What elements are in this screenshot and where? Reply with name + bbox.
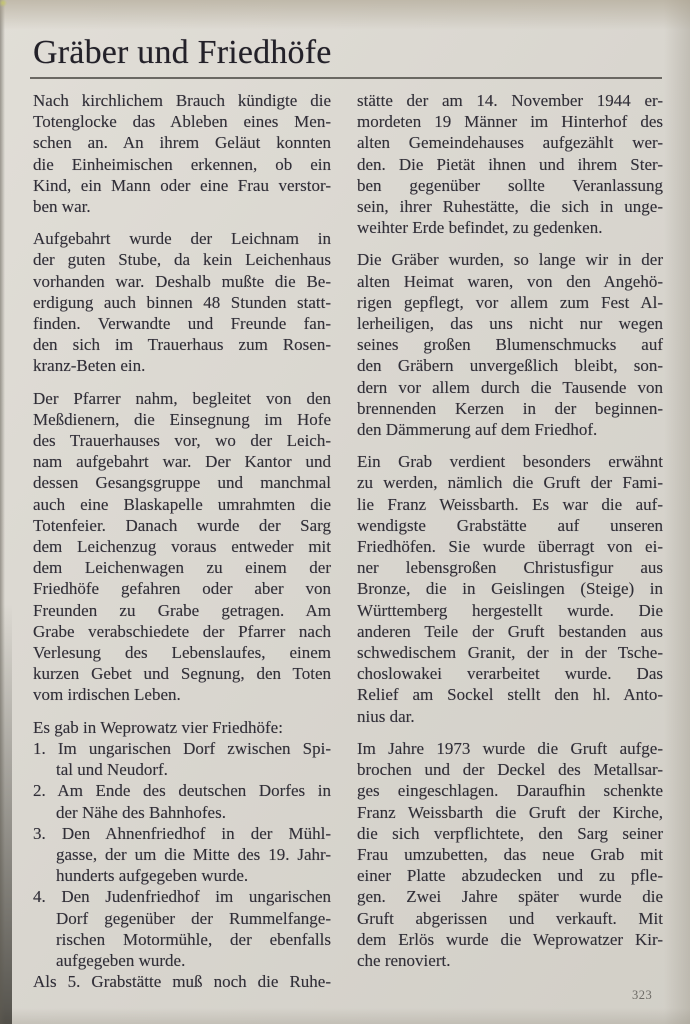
text-line: zu werden, nämlich die Gruft der Fami-: [357, 473, 663, 493]
text-columns: [33, 90, 663, 992]
list-item: [33, 780, 331, 822]
text-line: den Dämmerung auf dem Friedhof.: [357, 420, 598, 440]
text-line: hunderts aufgegeben wurde.: [56, 866, 249, 886]
text-line: dem Leichenwagen zu einem der: [33, 558, 331, 578]
left-column: [33, 90, 331, 992]
text-line: rischen Motormühle, der ebenfalls: [56, 929, 331, 949]
paragraph: [357, 738, 663, 971]
text-line: wendigste Grabstätte auf unseren: [357, 515, 663, 535]
text-line: Nach kirchlichem Brauch kündigte die: [33, 91, 331, 110]
text-line: erdigung auch binnen 48 Stunden statt-: [33, 292, 331, 312]
text-line: alten Gemeindehauses aufgezählt wer-: [357, 133, 663, 153]
text-line: Frau umzubetten, das neue Grab mit: [357, 844, 663, 864]
text-line: des Trauerhauses vor, wo der Leich-: [33, 431, 331, 451]
right-column: [357, 90, 663, 992]
page-title: Gräber und Friedhöfe: [33, 34, 332, 71]
text-line: tal und Neudorf.: [56, 760, 168, 780]
paragraph: [33, 388, 331, 706]
text-line: Württemberg hergestellt wurde. Die: [357, 600, 663, 620]
text-line: kranz-Beten ein.: [33, 356, 146, 376]
text-line: Die Gräber wurden, so lange wir in der: [357, 250, 663, 270]
text-line: mordeten 19 Männer im Hinterhof des: [357, 112, 663, 132]
text-line: Totenglocke das Ableben eines Men-: [33, 112, 331, 132]
text-line: der Nähe des Bahnhofes.: [56, 802, 226, 822]
text-line: Relief am Sockel stellt den hl. Anto-: [357, 685, 663, 705]
text-line: schwedischem Granit, der in der Tsche-: [357, 643, 663, 663]
page-number: 323: [632, 988, 653, 1002]
list-item: [33, 738, 331, 780]
text-line: 2. Am Ende des deutschen Dorfes in: [33, 781, 331, 801]
text-line: ben gegenüber sollte Veranlassung: [357, 175, 663, 195]
text-line: choslowakei verarbeitet wurde. Das: [357, 664, 663, 684]
text-line: Verlesung des Lebenslaufes, einem: [33, 643, 331, 663]
text-line: 3. Den Ahnenfriedhof in der Mühl-: [33, 823, 331, 843]
list-item: [33, 823, 331, 887]
title-rule-divider: [30, 77, 662, 79]
text-line: Friedhöfen. Sie wurde überragt von ei-: [357, 537, 663, 557]
text-line: dern vor allem durch die Tausende von: [357, 377, 663, 397]
text-line: einer Platte abzudecken und zu pfle-: [357, 866, 663, 886]
text-line: stätte der am 14. November 1944 er-: [357, 91, 663, 110]
text-line: die Einheimischen erkennen, ob ein: [33, 154, 331, 174]
paragraph: [357, 249, 663, 440]
text-line: Dorf gegenüber der Rummelfange-: [56, 908, 331, 928]
text-line: der guten Stube, da kein Leichenhaus: [33, 250, 331, 270]
text-line: vorhanden war. Deshalb mußte die Be-: [33, 271, 331, 291]
text-line: ner lebensgroßen Christusfigur aus: [357, 558, 663, 578]
text-line: Als 5. Grabstätte muß noch die Ruhe-: [33, 972, 331, 992]
text-line: Gruft abgerissen und verkauft. Mit: [357, 908, 663, 928]
text-line: 1. Im ungarischen Dorf zwischen Spi-: [33, 738, 331, 758]
text-line: alten Heimat waren, von den Angehö-: [357, 271, 663, 291]
paragraph: [33, 717, 331, 738]
text-line: weihter Erde befindet, zu gedenken.: [357, 218, 603, 238]
text-line: brochen und der Deckel des Metallsar-: [357, 760, 663, 780]
text-line: Bronze, die in Geislingen (Steige) in: [357, 579, 663, 599]
paragraph: [357, 90, 663, 238]
text-line: dem Erlös wurde die Weprowatzer Kir-: [357, 929, 663, 949]
text-line: che renoviert.: [357, 950, 451, 970]
text-line: dessen Gesangsgruppe und manchmal: [33, 473, 331, 493]
text-line: Kind, ein Mann oder eine Frau verstor-: [33, 175, 331, 195]
text-line: seines großen Blumenschmucks auf: [357, 335, 663, 355]
text-line: gen. Zwei Jahre später wurde die: [357, 887, 663, 907]
list-item: [33, 886, 331, 971]
text-line: finden. Verwandte und Freunde fan-: [33, 314, 331, 334]
text-line: dem Leichenzug voraus entweder mit: [33, 537, 331, 557]
text-line: Es gab in Weprowatz vier Friedhöfe:: [33, 717, 283, 737]
text-line: ges eingeschlagen. Daraufhin schenkte: [357, 781, 663, 801]
text-line: lerheiligen, das uns nicht nur wegen: [357, 314, 663, 334]
text-line: nius dar.: [357, 706, 415, 726]
text-line: Ein Grab verdient besonders erwähnt: [357, 452, 663, 472]
text-line: Grabe verabschiedete der Pfarrer nach: [33, 621, 331, 641]
text-line: Im Jahre 1973 wurde die Gruft aufge-: [357, 738, 663, 758]
text-line: den Gräbern unvergeßlich bleibt, son-: [357, 356, 663, 376]
text-line: kurzen Gebet und Segnung, den Toten: [33, 664, 331, 684]
text-line: Aufgebahrt wurde der Leichnam in: [33, 229, 331, 249]
text-line: Der Pfarrer nahm, begleitet von den: [33, 388, 331, 408]
text-line: Franz Weissbarth die Gruft der Kirche,: [357, 802, 663, 822]
text-line: schen an. An ihrem Geläut konnten: [33, 133, 331, 153]
text-line: anderen Teile der Gruft bestanden aus: [357, 621, 663, 641]
text-line: lie Franz Weissbarth. Es war die auf-: [357, 494, 663, 514]
text-line: die sich verpflichtete, den Sarg seiner: [357, 823, 663, 843]
text-line: Meßdienern, die Einsegnung im Hofe: [33, 409, 331, 429]
text-line: vom irdischen Leben.: [33, 685, 181, 705]
text-line: brennenden Kerzen in der beginnen-: [357, 398, 663, 418]
paragraph: [33, 90, 331, 217]
text-line: Friedhöfe gefahren oder aber von: [33, 579, 331, 599]
text-line: den. Die Pietät ihnen und ihrem Ster-: [357, 154, 663, 174]
text-line: gasse, der um die Mitte des 19. Jahr-: [56, 844, 331, 864]
text-line: auch eine Blaskapelle umrahmten die: [33, 494, 331, 514]
text-line: aufgegeben wurde.: [56, 950, 186, 970]
text-line: ben war.: [33, 197, 91, 217]
text-line: rigen gepflegt, vor allem zum Fest Al-: [357, 292, 663, 312]
text-line: nam aufgebahrt war. Der Kantor und: [33, 452, 331, 472]
text-line: Freunden zu Grabe getragen. Am: [33, 600, 331, 620]
text-line: den sich im Trauerhaus zum Rosen-: [33, 335, 331, 355]
paragraph: [33, 228, 331, 376]
paragraph: [357, 451, 663, 727]
text-line: Totenfeier. Danach wurde der Sarg: [33, 515, 331, 535]
paragraph: [33, 971, 331, 992]
text-line: sein, ihrer Ruhestätte, die sich in unge-: [357, 197, 663, 217]
text-line: 4. Den Judenfriedhof im ungarischen: [33, 887, 331, 907]
